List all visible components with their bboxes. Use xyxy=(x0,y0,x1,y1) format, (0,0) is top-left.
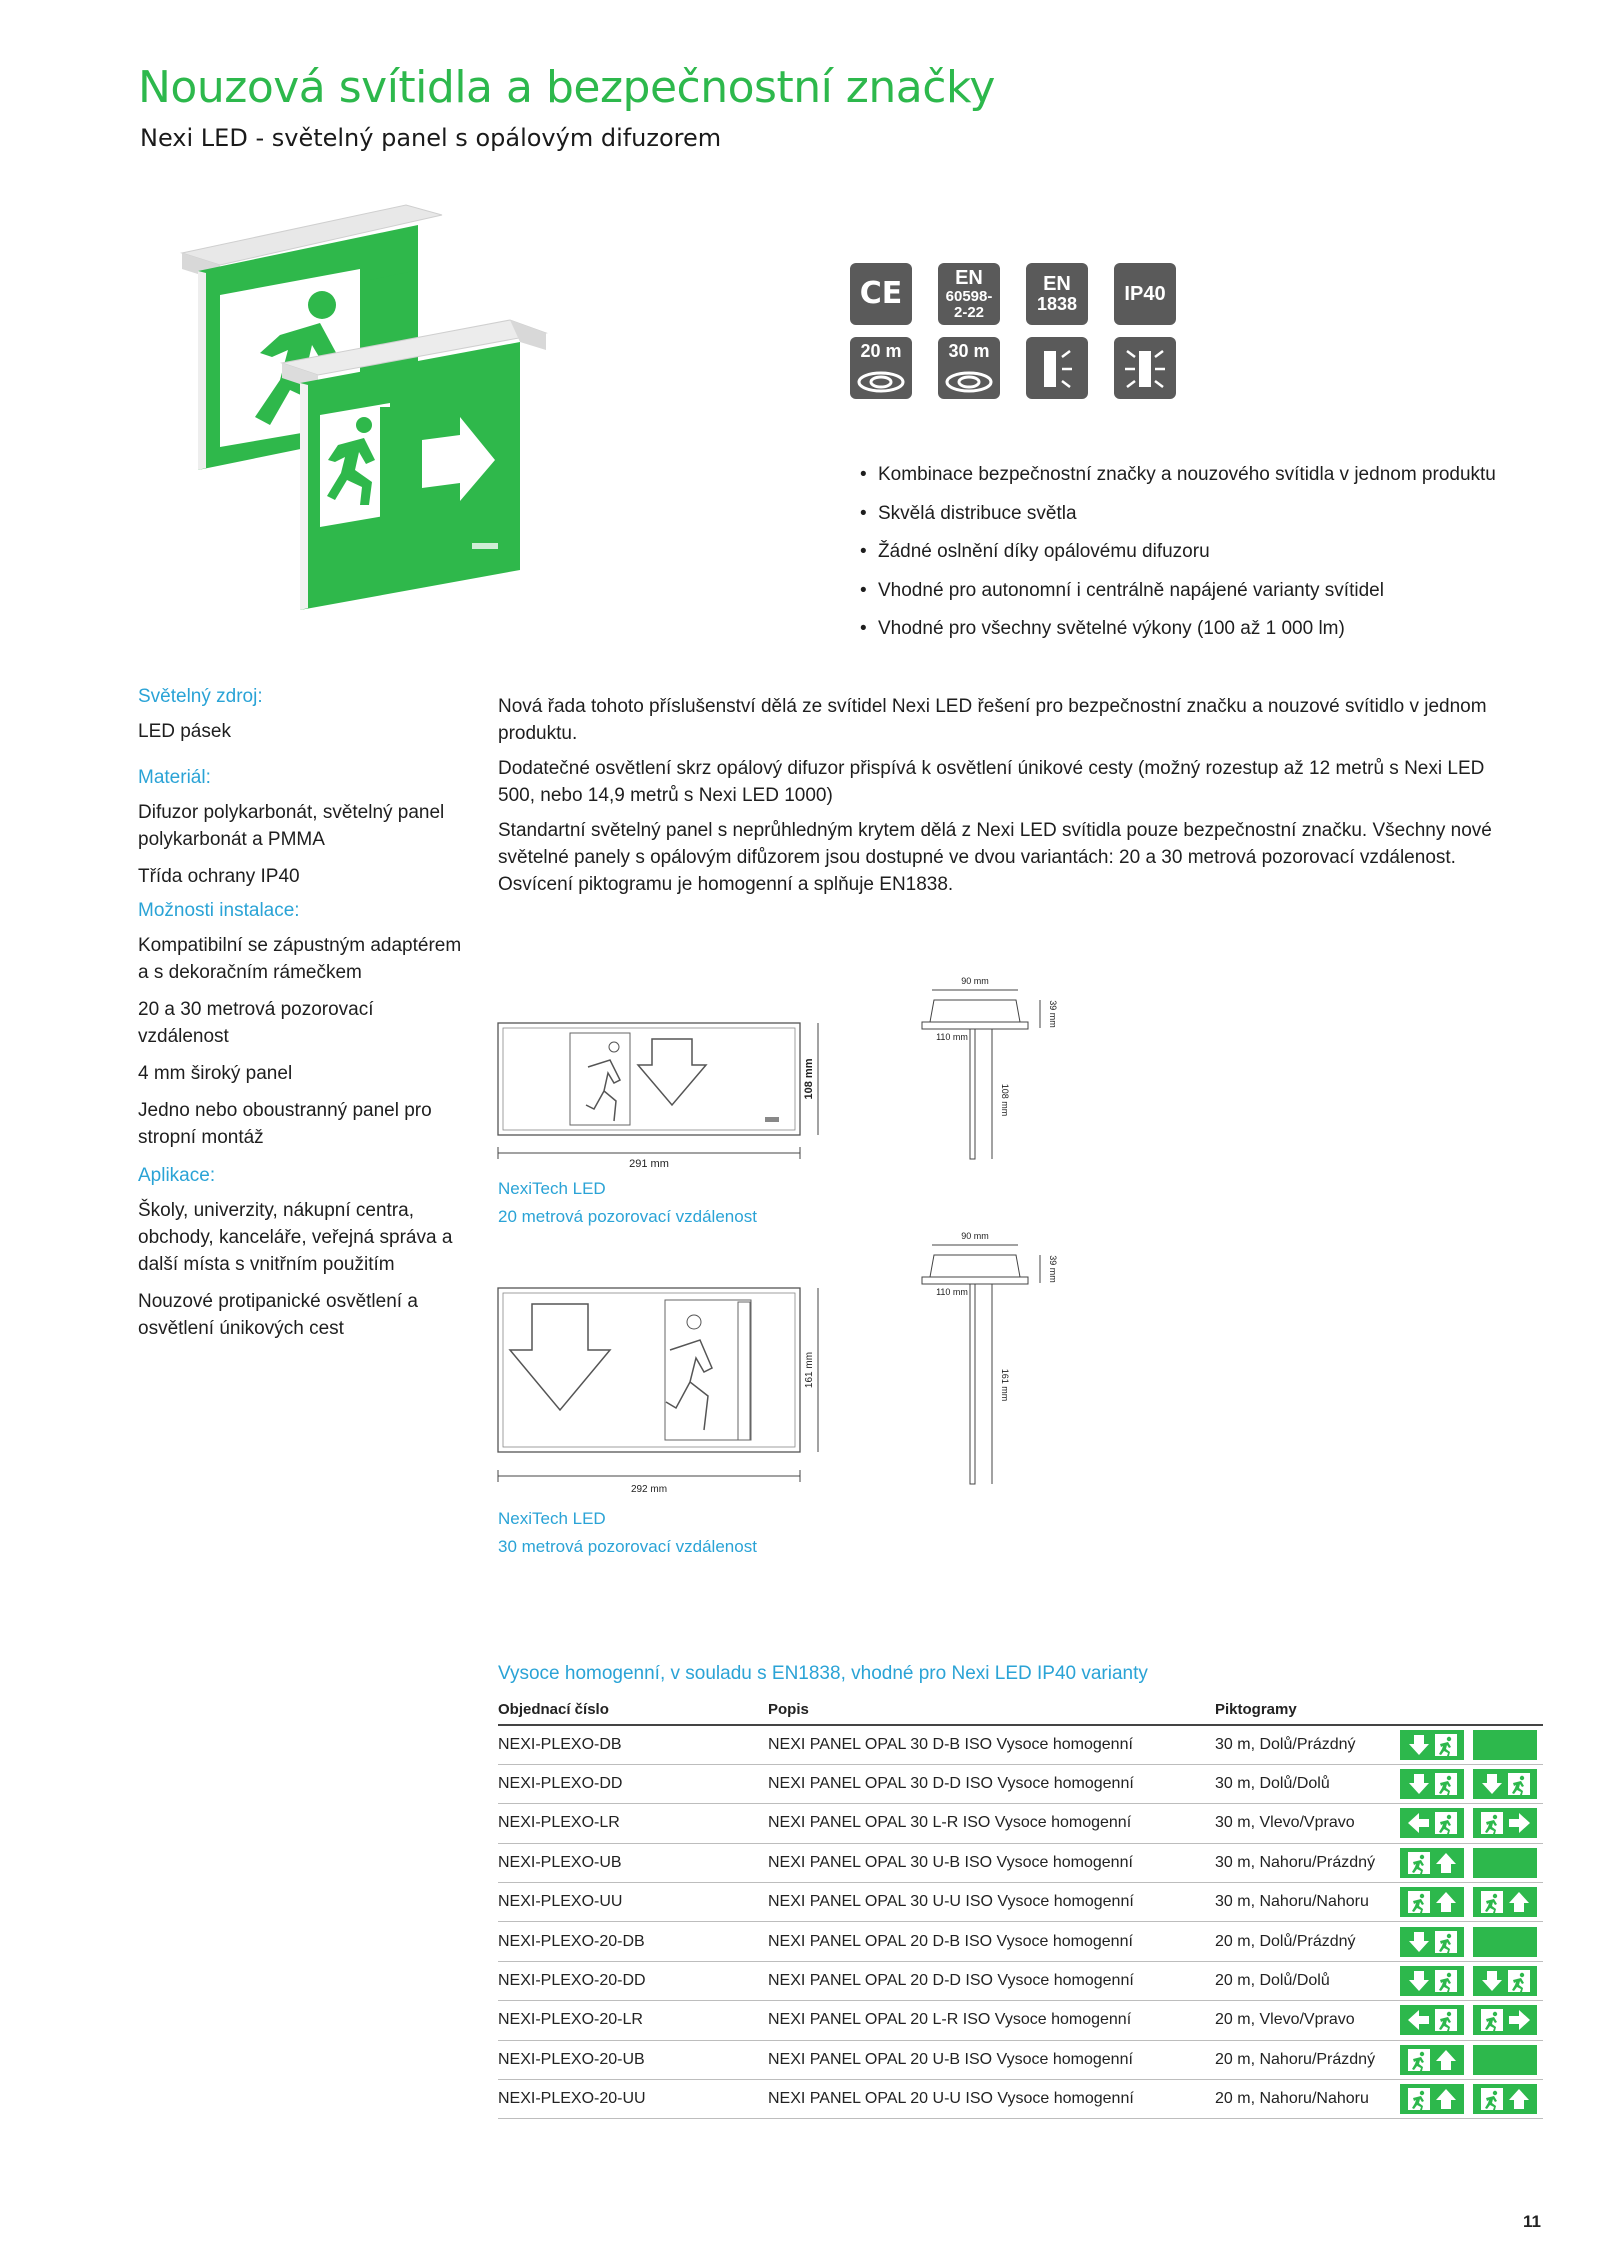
column-header: Popis xyxy=(768,1695,1215,1725)
pictogram-cell xyxy=(1400,2001,1543,2040)
pictogram-label: 20 m, Vlevo/Vpravo xyxy=(1215,2001,1400,2040)
svg-text:161 mm: 161 mm xyxy=(1000,1368,1010,1402)
order-code: NEXI-PLEXO-20-UB xyxy=(498,2040,768,2079)
description-cell: NEXI PANEL OPAL 20 D-D ISO Vysoce homogenní xyxy=(768,1961,1215,2000)
pictogram-label: 20 m, Dolů/Dolů xyxy=(1215,1961,1400,2000)
drawing-30m-front xyxy=(490,1280,830,1500)
column-header: Objednací číslo xyxy=(498,1695,768,1725)
specs-column xyxy=(138,686,468,1352)
feature-item: • Skvělá distribuce světla xyxy=(860,495,1560,534)
pictogram-cell xyxy=(1400,1764,1543,1803)
pictogram-cell xyxy=(1400,2040,1543,2079)
installation-item: Kompatibilní se zápustným adaptérem a s dekoračním rámečkem xyxy=(138,935,462,983)
blank-pictogram-icon xyxy=(1473,1848,1537,1878)
down-man-pictogram-icon xyxy=(1473,1966,1537,1996)
pictogram-label: 30 m, Nahoru/Nahoru xyxy=(1215,1883,1400,1922)
svg-text:110 mm: 110 mm xyxy=(936,1287,968,1297)
blank-pictogram-icon xyxy=(1473,2045,1537,2075)
material-value: Difuzor polykarbonát, světelný panel polykarbonát a PMMA xyxy=(138,802,445,850)
svg-text:90 mm: 90 mm xyxy=(961,976,989,986)
table-row xyxy=(498,1725,1543,1764)
certification-icons xyxy=(850,263,1190,411)
pictogram-cell xyxy=(1400,1883,1543,1922)
man-right-pictogram-icon xyxy=(1473,2005,1537,2035)
page-title: Nouzová svítidla a bezpečnostní značky xyxy=(138,62,995,113)
drawing-caption: NexiTech LED 30 metrová pozorovací vzdálenost xyxy=(498,1509,757,1556)
description xyxy=(498,693,1498,906)
protection-class: Třída ochrany IP40 xyxy=(138,866,300,887)
description-paragraph: Dodatečné osvětlení skrz opálový difuzor přispívá k osvětlení únikové cesty (možný rozestup až 12 metrů s Nexi LED 500, nebo 14,9 metrů s Nexi LED 1000) xyxy=(498,758,1485,806)
description-cell: NEXI PANEL OPAL 20 U-B ISO Vysoce homogenní xyxy=(768,2040,1215,2079)
light-source-value: LED pásek xyxy=(138,721,231,742)
pictogram-label: 30 m, Dolů/Dolů xyxy=(1215,1764,1400,1803)
down-man-pictogram-icon xyxy=(1400,1966,1464,1996)
description-paragraph: Standartní světelný panel s neprůhledným krytem dělá z Nexi LED svítidla pouze bezpečnostní značku. Všechny nové světelné panely s opálovým difůzorem jsou dostupné ve dvou variantách: 20 a 30 metrová pozorovací vzdálenost. Osvícení piktogramu je homogenní a splňuje EN1838. xyxy=(498,820,1492,895)
description-paragraph: Nová řada tohoto příslušenství dělá ze svítidel Nexi LED řešení pro bezpečnostní značku a nouzové svítidlo v jednom produktu. xyxy=(498,696,1487,744)
man-up-pictogram-icon xyxy=(1473,2084,1537,2114)
distance-30m-icon: 30 m xyxy=(938,337,1000,399)
product-photo xyxy=(160,185,740,625)
distance-20m-icon: 20 m xyxy=(850,337,912,399)
drawing-30m-side xyxy=(900,1225,1100,1490)
description-cell: NEXI PANEL OPAL 20 U-U ISO Vysoce homogenní xyxy=(768,2080,1215,2119)
left-man-pictogram-icon xyxy=(1400,2005,1464,2035)
pictogram-cell xyxy=(1400,1725,1543,1764)
svg-text:39 mm: 39 mm xyxy=(1048,1255,1058,1283)
description-cell: NEXI PANEL OPAL 30 U-B ISO Vysoce homogenní xyxy=(768,1843,1215,1882)
man-up-pictogram-icon xyxy=(1400,2084,1464,2114)
order-code: NEXI-PLEXO-20-DB xyxy=(498,1922,768,1961)
description-cell: NEXI PANEL OPAL 30 D-D ISO Vysoce homogenní xyxy=(768,1764,1215,1803)
svg-text:108 mm: 108 mm xyxy=(1000,1083,1010,1117)
drawing-20m-side xyxy=(900,970,1100,1170)
table-row xyxy=(498,2080,1543,2119)
svg-text:161 mm: 161 mm xyxy=(804,1351,815,1389)
application-heading: Aplikace: xyxy=(138,1165,216,1186)
product-table xyxy=(498,1695,1543,2119)
order-code: NEXI-PLEXO-20-LR xyxy=(498,2001,768,2040)
description-cell: NEXI PANEL OPAL 30 U-U ISO Vysoce homogenní xyxy=(768,1883,1215,1922)
column-header: Piktogramy xyxy=(1215,1695,1543,1725)
feature-item: • Vhodné pro všechny světelné výkony (100 až 1 000 lm) xyxy=(860,610,1560,649)
order-code: NEXI-PLEXO-20-DD xyxy=(498,1961,768,2000)
description-cell: NEXI PANEL OPAL 30 D-B ISO Vysoce homogenní xyxy=(768,1725,1215,1764)
table-row xyxy=(498,1843,1543,1882)
table-row xyxy=(498,1804,1543,1843)
dimension-height: 108 mm xyxy=(803,1058,815,1100)
pictogram-label: 20 m, Nahoru/Nahoru xyxy=(1215,2080,1400,2119)
down-man-pictogram-icon xyxy=(1473,1769,1537,1799)
svg-text:39 mm: 39 mm xyxy=(1048,1000,1058,1028)
pictogram-cell xyxy=(1400,1922,1543,1961)
table-row xyxy=(498,1764,1543,1803)
dimension-width: 291 mm xyxy=(629,1158,669,1170)
man-up-pictogram-icon xyxy=(1400,2045,1464,2075)
svg-text:110 mm: 110 mm xyxy=(936,1032,968,1042)
svg-text:90 mm: 90 mm xyxy=(961,1231,989,1241)
table-row xyxy=(498,1961,1543,2000)
en1838-icon: EN 1838 xyxy=(1026,263,1088,325)
ce-mark-icon: CE xyxy=(850,263,912,325)
pictogram-label: 20 m, Dolů/Prázdný xyxy=(1215,1922,1400,1961)
table-title: Vysoce homogenní, v souladu s EN1838, vhodné pro Nexi LED IP40 varianty xyxy=(498,1663,1148,1684)
en60598-icon: EN 60598- 2-22 xyxy=(938,263,1000,325)
installation-heading: Možnosti instalace: xyxy=(138,900,300,921)
blank-pictogram-icon xyxy=(1473,1730,1537,1760)
table-row xyxy=(498,2001,1543,2040)
application-item: Školy, univerzity, nákupní centra, obchody, kanceláře, veřejná správa a další místa s vnitřním použitím xyxy=(138,1200,453,1275)
svg-text:292 mm: 292 mm xyxy=(630,1484,668,1495)
installation-item: 20 a 30 metrová pozorovací vzdálenost xyxy=(138,999,374,1047)
pictogram-cell xyxy=(1400,2080,1543,2119)
pictogram-label: 20 m, Nahoru/Prázdný xyxy=(1215,2040,1400,2079)
page-subtitle: Nexi LED - světelný panel s opálovým difuzorem xyxy=(140,124,722,152)
drawing-20m-front xyxy=(490,1005,830,1170)
table-row xyxy=(498,1922,1543,1961)
man-up-pictogram-icon xyxy=(1400,1887,1464,1917)
order-code: NEXI-PLEXO-DD xyxy=(498,1764,768,1803)
pictogram-cell xyxy=(1400,1804,1543,1843)
left-man-pictogram-icon xyxy=(1400,1808,1464,1838)
order-code: NEXI-PLEXO-UB xyxy=(498,1843,768,1882)
feature-list xyxy=(860,456,1560,649)
man-right-pictogram-icon xyxy=(1473,1808,1537,1838)
ip40-icon: IP40 xyxy=(1114,263,1176,325)
installation-item: Jedno nebo oboustranný panel pro stropní montáž xyxy=(138,1100,432,1148)
down-man-pictogram-icon xyxy=(1400,1927,1464,1957)
order-code: NEXI-PLEXO-DB xyxy=(498,1725,768,1764)
description-cell: NEXI PANEL OPAL 30 L-R ISO Vysoce homogenní xyxy=(768,1804,1215,1843)
table-row xyxy=(498,2040,1543,2079)
description-cell: NEXI PANEL OPAL 20 D-B ISO Vysoce homogenní xyxy=(768,1922,1215,1961)
man-up-pictogram-icon xyxy=(1473,1887,1537,1917)
feature-item: • Kombinace bezpečnostní značky a nouzového svítidla v jednom produktu xyxy=(860,456,1560,495)
pictogram-cell xyxy=(1400,1961,1543,2000)
feature-item: • Žádné oslnění díky opálovému difuzoru xyxy=(860,533,1560,572)
installation-item: 4 mm široký panel xyxy=(138,1063,293,1084)
blank-pictogram-icon xyxy=(1473,1927,1537,1957)
light-source-heading: Světelný zdroj: xyxy=(138,686,263,707)
pictogram-label: 30 m, Dolů/Prázdný xyxy=(1215,1725,1400,1764)
pictogram-label: 30 m, Nahoru/Prázdný xyxy=(1215,1843,1400,1882)
single-sided-icon xyxy=(1026,337,1088,399)
drawing-caption: NexiTech LED 20 metrová pozorovací vzdálenost xyxy=(498,1179,757,1226)
pictogram-label: 30 m, Vlevo/Vpravo xyxy=(1215,1804,1400,1843)
pictogram-cell xyxy=(1400,1843,1543,1882)
man-up-pictogram-icon xyxy=(1400,1848,1464,1878)
order-code: NEXI-PLEXO-UU xyxy=(498,1883,768,1922)
description-cell: NEXI PANEL OPAL 20 L-R ISO Vysoce homogenní xyxy=(768,2001,1215,2040)
material-heading: Materiál: xyxy=(138,767,211,788)
order-code: NEXI-PLEXO-20-UU xyxy=(498,2080,768,2119)
page-number: 11 xyxy=(1523,2212,1541,2231)
order-code: NEXI-PLEXO-LR xyxy=(498,1804,768,1843)
feature-item: • Vhodné pro autonomní i centrálně napájené varianty svítidel xyxy=(860,572,1560,611)
down-man-pictogram-icon xyxy=(1400,1769,1464,1799)
table-row xyxy=(498,1883,1543,1922)
application-item: Nouzové protipanické osvětlení a osvětlení únikových cest xyxy=(138,1291,418,1339)
double-sided-icon xyxy=(1114,337,1176,399)
down-man-pictogram-icon xyxy=(1400,1730,1464,1760)
